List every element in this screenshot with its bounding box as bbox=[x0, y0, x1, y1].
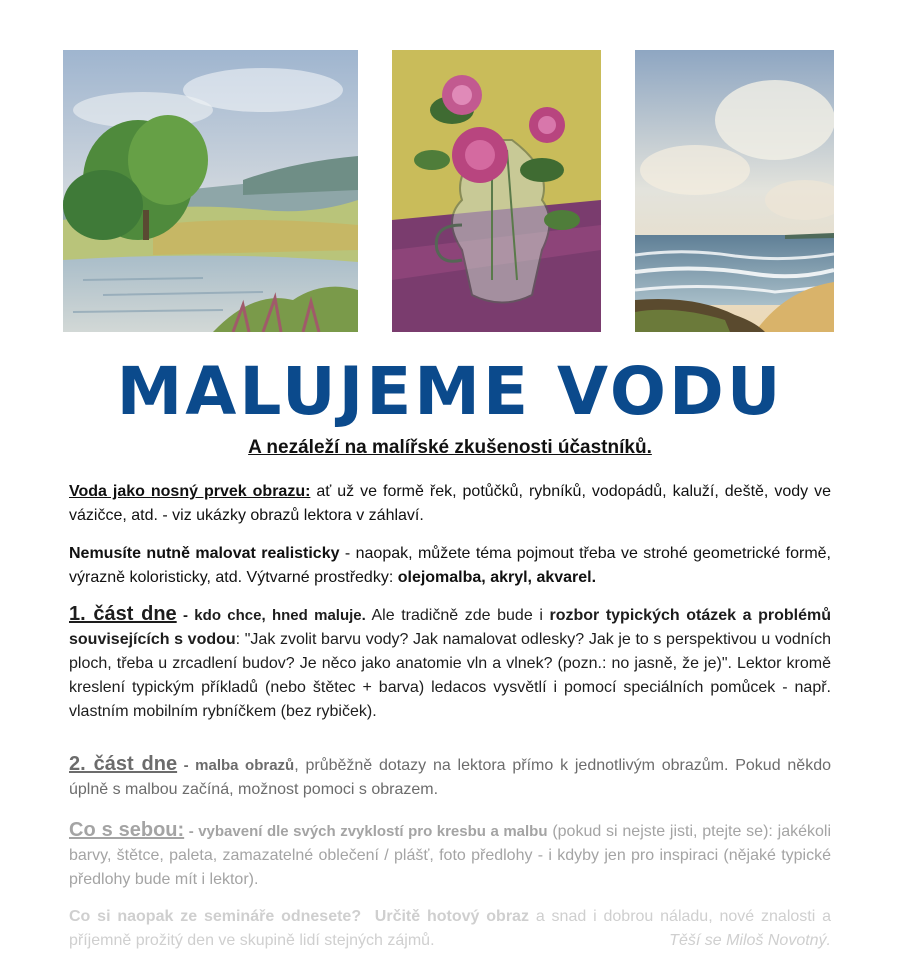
painting-landscape-river bbox=[63, 50, 358, 332]
paragraph-what-to-bring bbox=[69, 818, 831, 892]
paragraph-not-realistic bbox=[69, 542, 831, 590]
section-heading: Co s sebou: bbox=[69, 819, 185, 841]
section-heading: 2. část dne bbox=[69, 753, 178, 775]
paragraph-takeaway bbox=[69, 905, 831, 953]
paragraph-text: Ale tradičně zde bude i bbox=[365, 607, 550, 624]
section-heading: 1. část dne bbox=[69, 603, 177, 625]
paragraph-text: , průběžně dotazy na lektora přímo k jednotlivým obrazům. Pokud někdo úplně s malbou začíná, možnost pomoci s obrazem. bbox=[69, 757, 831, 798]
page-subtitle: A nezáleží na malířské zkušenosti účastníků. bbox=[248, 437, 652, 458]
paragraph-text: ať už ve formě řek, potůčků, rybníků, vodopádů, kaluží, deště, vody ve vázičce, atd. - viz ukázky obrazů lektora v záhlaví. bbox=[69, 483, 832, 524]
paragraph-text: (pokud si nejste jisti, ptejte se): jakékoli barvy, štětce, paleta, zamazatelné oblečení / plášť, foto předlohy - i kdyby jen pro inspiraci (nějaké typické předlohy bude mít i lektor). bbox=[69, 823, 832, 888]
section-lead: - vybavení dle svých zvyklostí pro kresbu a malbu bbox=[184, 823, 548, 840]
paragraph-text: a snad i dobrou náladu, nové znalosti a příjemně prožitý den ve skupině lidí stejných zájmů. bbox=[69, 908, 832, 949]
paragraph-part-one bbox=[69, 602, 831, 724]
painting-roses-jug bbox=[392, 50, 601, 332]
page-title: MALUJEME VODU bbox=[116, 353, 784, 430]
paragraph-part-two bbox=[69, 752, 831, 802]
section-lead: Určitě hotový obraz bbox=[374, 908, 529, 925]
paragraph-water-as-element bbox=[69, 480, 831, 528]
section-lead: - kdo chce, hned maluje. bbox=[176, 607, 366, 624]
painting-seascape bbox=[635, 50, 834, 332]
signature: Těší se Miloš Novotný. bbox=[669, 932, 831, 949]
paragraph-text: - naopak, můžete téma pojmout třeba ve strohé geometrické formě, výrazně koloristicky, atd. Výtvarné prostředky: bbox=[69, 545, 832, 586]
paragraph-bold: rozbor typických otázek a problémů souvisejících s vodou bbox=[69, 607, 832, 648]
section-heading: Co si naopak ze semináře odnesete? bbox=[69, 908, 362, 925]
media-list: olejomalba, akryl, akvarel. bbox=[397, 569, 597, 586]
paragraph-lead: Nemusíte nutně malovat realisticky bbox=[69, 545, 340, 562]
paragraph-text-2: : "Jak zvolit barvu vody? Jak namalovat odlesky? Jak je to s perspektivou u vodních ploch, třeba u zrcadlení budov? Je něco jako anatomie vln a vlnek? (pozn.: no jasně, že je)". Lektor kromě kreslení typickým příkladů (nebo štětec + barva) ledacos vysvětlí i pomocí speciálních pomůcek - např. vlastním mobilním rybníčkem (bez rybiček). bbox=[69, 631, 831, 720]
section-lead: - malba obrazů bbox=[177, 757, 295, 774]
painting-gallery bbox=[0, 50, 900, 332]
paragraph-lead: Voda jako nosný prvek obrazu: bbox=[69, 483, 311, 500]
